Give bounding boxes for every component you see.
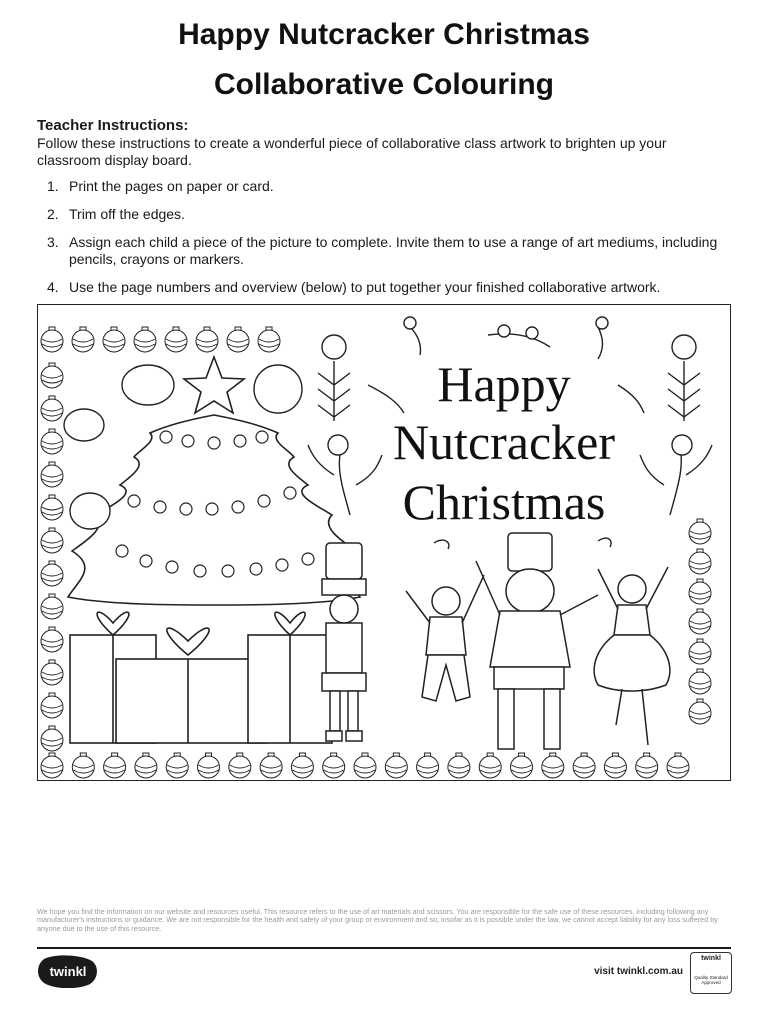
bauble-icon [166,753,188,778]
artwork-headline-line-1: Happy [437,356,571,412]
instruction-step [37,178,737,195]
step-number: 1. [47,178,59,194]
bauble-icon [41,561,63,586]
page-title-line-1: Happy Nutcracker Christmas [178,18,590,51]
bauble-icon [41,528,63,553]
step-number: 4. [47,279,59,295]
nutcracker-king [476,533,598,749]
badge-logo-text: twinkl [701,955,721,962]
artwork-headline-line-3: Christmas [402,474,606,530]
bauble-icon [291,753,313,778]
bauble-icon [511,753,533,778]
instruction-step [37,206,737,223]
step-number: 3. [47,234,59,250]
step-text: Use the page numbers and overview (below) to put together your finished collaborative artwork. [69,279,661,295]
step-text: Trim off the edges. [69,206,185,222]
bauble-icon [689,609,711,634]
page-title-line-2: Collaborative Colouring [213,68,555,101]
bauble-icon [227,327,249,352]
bauble-icon [41,396,63,421]
bauble-icon [689,549,711,574]
disclaimer-text: We hope you find the information on our website and resources useful. This resource refers to the use of art materials and scissors. You are responsible for the safe use of these resources, including following any manufacturer's instructions or guidance. We are not responsible for the health and safety of your group or environment and so, insofar as it is possible under the law, we cannot accept liability for any loss suffered by anyone due to the use of this resource. [37,907,718,933]
bauble-icon [41,327,63,352]
bauble-icon [165,327,187,352]
logo-wordmark: twinkl [49,964,87,979]
bauble-icon [636,753,658,778]
bauble-icon [667,753,689,778]
bauble-icon [41,753,63,778]
bauble-icon [41,627,63,652]
bauble-icon [258,327,280,352]
bauble-icon [323,753,345,778]
bauble-icon [689,699,711,724]
bauble-icon [41,495,63,520]
visit-website-link[interactable]: visit twinkl.com.au [594,966,683,977]
instructions-heading: Teacher Instructions: [37,117,189,134]
bauble-icon [417,753,439,778]
bauble-icon [135,753,157,778]
bauble-icon [689,669,711,694]
instructions-intro: Follow these instructions to create a wonderful piece of collaborative class artwork to brighten up your classroom display board. [37,135,667,168]
colouring-illustration [38,305,731,781]
bauble-icon [41,693,63,718]
bauble-icon [542,753,564,778]
colouring-artwork [37,304,731,781]
boy-dancer [406,575,484,701]
star-icon [184,357,244,413]
bauble-icon [573,753,595,778]
step-text: Assign each child a piece of the picture to complete. Invite them to use a range of art mediums, including pencils, crayons or markers. [69,234,718,267]
quality-standard-badge [690,952,732,994]
bauble-icon [354,753,376,778]
bauble-icon [448,753,470,778]
bauble-icon [229,753,251,778]
bauble-icon [198,753,220,778]
step-number: 2. [47,206,59,222]
badge-caption: Quality Standard Approved [694,975,728,985]
bauble-icon [385,753,407,778]
bauble-icon [41,462,63,487]
bauble-icon [604,753,626,778]
bauble-icon [103,327,125,352]
christmas-tree [68,357,360,605]
sugar-plum-fairy [594,567,670,745]
bird-illustration [64,409,104,441]
gift-box-middle [116,659,266,743]
instruction-step [37,234,737,268]
instruction-steps [37,178,737,307]
bauble-icon [134,327,156,352]
bauble-icon [41,594,63,619]
twinkl-logo[interactable] [38,955,98,988]
bird-illustration [70,493,110,529]
bauble-icon [72,327,94,352]
step-text: Print the pages on paper or card. [69,178,274,194]
penguin-illustration [254,365,302,413]
bauble-icon [260,753,282,778]
instruction-step [37,279,737,296]
bauble-icon [104,753,126,778]
gift-boxes [70,612,332,743]
bauble-icon [689,579,711,604]
bauble-icon [689,519,711,544]
cat-illustration [122,365,174,405]
bauble-icon [72,753,94,778]
bauble-icon [41,363,63,388]
bauble-icon [41,660,63,685]
bauble-icon [196,327,218,352]
footer-divider [37,947,731,949]
bauble-icon [41,726,63,751]
artwork-headline-line-2: Nutcracker [392,414,616,470]
bauble-icon [41,429,63,454]
bauble-icon [689,639,711,664]
bauble-icon [479,753,501,778]
